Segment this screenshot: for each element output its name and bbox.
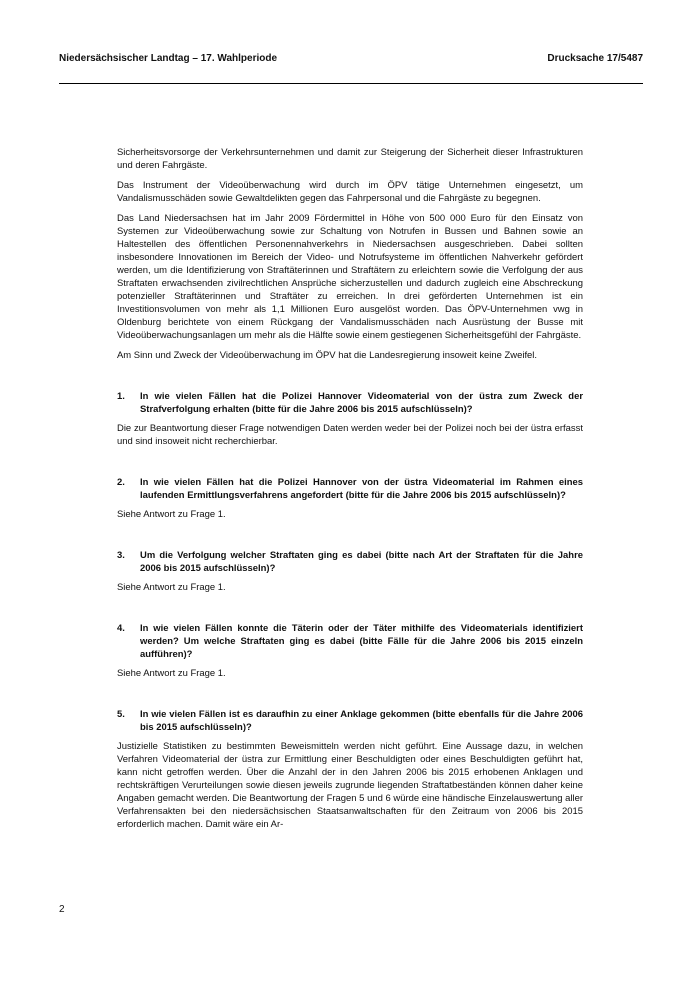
document-number: Drucksache 17/5487 bbox=[547, 53, 643, 64]
question-text: In wie vielen Fällen hat die Polizei Hannover von der üstra Videomaterial im Rahmen eines laufenden Ermittlungsverfahrens angefordert (bitte für die Jahre 2006 bis 2015 aufschlüsseln)? bbox=[140, 477, 583, 501]
question-text: In wie vielen Fällen ist es daraufhin zu einer Anklage gekommen (bitte ebenfalls für die Jahre 2006 bis 2015 aufschlüsseln)? bbox=[140, 709, 583, 733]
intro-paragraph: Das Land Niedersachsen hat im Jahr 2009 Fördermittel in Höhe von 500 000 Euro für den Einsatz von Systemen zur Videoüberwachung sowie zur Schaltung von Notrufen in Bussen und Bahnen sowie an Haltestellen des öffentlichen Personennahverkehrs in Niedersachsen ausgeschrieben. Dabei sollten insbesondere Innovationen im Bereich der Video- und Notrufsysteme im öffentlichen Nahverkehr gefördert werden, um die Identifizierung von Straftäterinnen und Straftätern zu erleichtern sowie die Verfolgung der aus Straftaten erwachsenden zivilrechtlichen Ansprüche sicherzustellen und dadurch zugleich eine Abschreckung potenzieller Straftäterinnen und Straftäter zu erreichen. In drei geförderten Unternehmen ist ein Investitionsvolumen von mehr als 1,1 Millionen Euro ausgelöst worden. Das ÖPV-Unternehmen vwg in Oldenburg berichtete von einem Rückgang der Vandalismusschäden nach Ausrüstung der Busse mit Videoüberwachungsanlagen um mehr als die Hälfte sowie einem gestiegenen Sicherheitsgefühl der Fahrgäste. bbox=[117, 213, 583, 341]
question-4 bbox=[117, 622, 583, 661]
answer-5: Justizielle Statistiken zu bestimmten Beweismitteln werden nicht geführt. Eine Aussage dazu, in welchen Verfahren Videomaterial der üstra zur Ermittlung einer Beschuldigten oder eines Beschuldigten geführt hat, kann nicht getroffen werden. Über die Anzahl der in den Jahren 2006 bis 2015 erhobenen Anklagen und rechtskräftigen Verurteilungen sowie diesen jeweils zugrunde liegenden Straftatbeständen können daher keine Angaben gemacht werden. Die Beantwortung der Fragen 5 und 6 würde eine händische Einzelauswertung aller Verfahrensakten bei den niedersächsischen Staatsanwaltschaften für den Zeitraum von 2006 bis 2015 erforderlich machen. Damit wäre ein Ar- bbox=[117, 741, 583, 830]
intro-paragraph: Sicherheitsvorsorge der Verkehrsunternehmen und damit zur Steigerung der Sicherheit dieser Infrastrukturen und deren Fahrgäste. bbox=[117, 147, 583, 171]
page-number: 2 bbox=[59, 904, 65, 915]
answer-4: Siehe Antwort zu Frage 1. bbox=[117, 668, 226, 679]
document-body bbox=[117, 146, 583, 838]
question-number: 1. bbox=[117, 391, 125, 402]
question-5 bbox=[117, 708, 583, 734]
parliament-title: Niedersächsischer Landtag – 17. Wahlperiode bbox=[59, 53, 278, 64]
intro-paragraph: Das Instrument der Videoüberwachung wird durch im ÖPV tätige Unternehmen eingesetzt, um Vandalismusschäden sowie Gewaltdelikten gegen das Fahrpersonal und die Fahrgäste zu begegnen. bbox=[117, 180, 583, 204]
question-2 bbox=[117, 476, 583, 502]
answer-2: Siehe Antwort zu Frage 1. bbox=[117, 509, 226, 520]
answer-1: Die zur Beantwortung dieser Frage notwendigen Daten werden weder bei der Polizei noch bei der üstra erfasst und sind insoweit nicht recherchierbar. bbox=[117, 423, 583, 447]
question-number: 3. bbox=[117, 550, 125, 561]
question-text: Um die Verfolgung welcher Straftaten ging es dabei (bitte nach Art der Straftaten für die Jahre 2006 bis 2015 aufschlüsseln)? bbox=[140, 550, 583, 574]
question-3 bbox=[117, 549, 583, 575]
answer-3: Siehe Antwort zu Frage 1. bbox=[117, 582, 226, 593]
page-header bbox=[59, 53, 643, 84]
question-number: 2. bbox=[117, 477, 125, 488]
question-number: 5. bbox=[117, 709, 125, 720]
intro-paragraph: Am Sinn und Zweck der Videoüberwachung im ÖPV hat die Landesregierung insoweit keine Zweifel. bbox=[117, 350, 538, 361]
question-text: In wie vielen Fällen konnte die Täterin oder der Täter mithilfe des Videomaterials identifiziert werden? Um welche Straftaten ging es dabei (bitte Fälle für die Jahre 2006 bis 2015 einzeln aufführen)? bbox=[140, 623, 583, 660]
question-1 bbox=[117, 390, 583, 416]
question-number: 4. bbox=[117, 623, 125, 634]
question-text: In wie vielen Fällen hat die Polizei Hannover Videomaterial von der üstra zum Zweck der Strafverfolgung erhalten (bitte für die Jahre 2006 bis 2015 aufschlüsseln)? bbox=[140, 391, 583, 415]
